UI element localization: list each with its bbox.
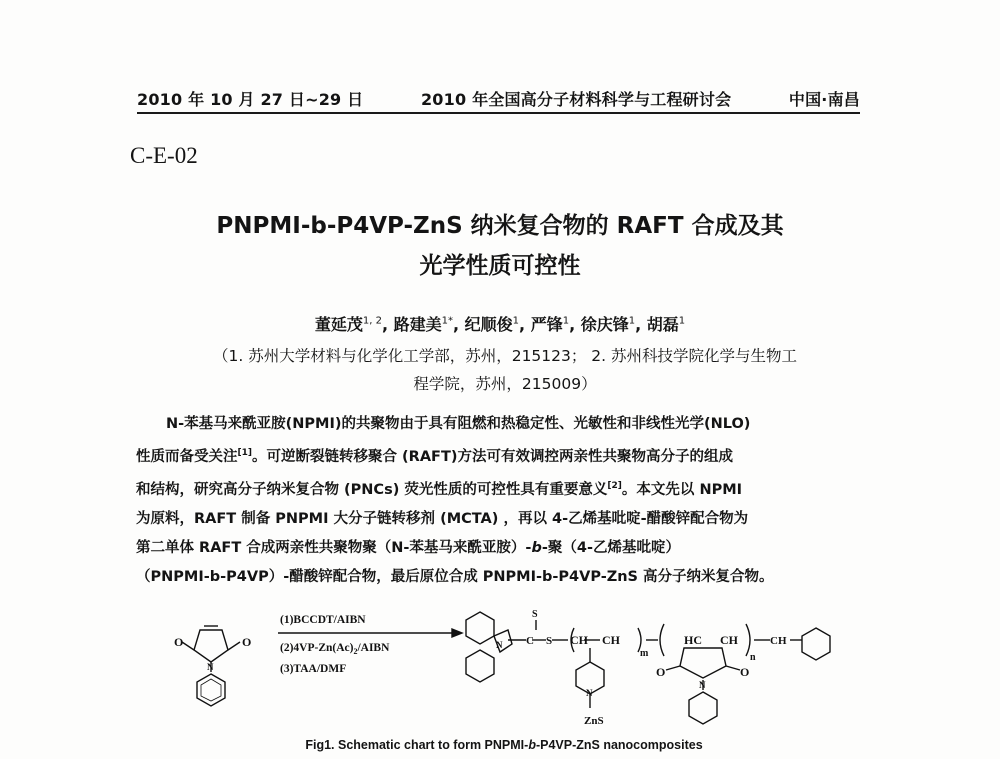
author: 路建美$^{1*}$, bbox=[393, 315, 465, 334]
label-ch: CH bbox=[720, 633, 738, 647]
author: 纪顺俊$^1$, bbox=[464, 315, 531, 334]
reaction-scheme bbox=[160, 600, 860, 730]
header-date: 2010 年 10 月 27 日~29 日 bbox=[137, 90, 364, 109]
label-zns: ZnS bbox=[584, 715, 604, 727]
benzyl-phenyl-ring bbox=[802, 628, 830, 660]
label-o: O bbox=[242, 635, 252, 649]
title-line-1: PNPMI-b-P4VP-ZnS 纳米复合物的 RAFT 合成及其 bbox=[216, 213, 784, 239]
phenyl-ring-2 bbox=[689, 692, 717, 724]
label-n: N bbox=[496, 640, 503, 650]
citation-1: [1] bbox=[237, 448, 252, 458]
figure-caption: Fig1. Schematic chart to form PNPMI-b-P4VP-ZnS nanocomposites bbox=[305, 738, 703, 752]
succinimide-ring bbox=[680, 648, 726, 678]
label-o: O bbox=[740, 665, 750, 679]
abstract-line: 和结构，研究高分子纳米复合物 (PNCs) 荧光性质的可控性具有重要意义[2]。本文先以 NPMI bbox=[136, 480, 743, 498]
label-o: O bbox=[656, 665, 666, 679]
abstract-line: 性质而备受关注[1]。可逆断裂链转移聚合 (RAFT)方法可有效调控两亲性共聚物高分子的组成 bbox=[136, 448, 733, 465]
citation-2: [2] bbox=[607, 480, 622, 491]
label-n: N bbox=[699, 680, 706, 690]
scheme-step-2: $(2)4VP-Zn(Ac)_2$/AIBN bbox=[280, 642, 390, 656]
label-n: N bbox=[586, 688, 593, 698]
header-rule bbox=[137, 112, 860, 114]
scheme-step-3: (3)TAA/DMF bbox=[280, 663, 347, 675]
label-s: S bbox=[532, 609, 538, 620]
abstract-line: N-苯基马来酰亚胺(NPMI)的共聚物由于具有阻燃和热稳定性、光敏性和非线性光学(NLO) bbox=[166, 416, 751, 432]
abstract-line: 为原料，RAFT 制备 PNPMI 大分子链转移剂 (MCTA) ，再以 4-乙烯基吡啶-醋酸锌配合物为 bbox=[136, 510, 749, 527]
carbazole-ring-bottom bbox=[466, 650, 494, 682]
label-c: C bbox=[526, 635, 534, 647]
conference-header bbox=[137, 88, 860, 110]
label-s: S bbox=[546, 635, 553, 647]
carbazole-ring-top bbox=[466, 612, 494, 644]
affiliations bbox=[140, 342, 870, 398]
title-line-2: 光学性质可控性 bbox=[419, 253, 581, 279]
label-ch2-end: CH bbox=[770, 635, 787, 647]
label-n: N bbox=[207, 662, 214, 672]
maleimide-ring bbox=[194, 630, 228, 662]
label-ch: CH bbox=[570, 633, 588, 647]
abstract-line: 第二单体 RAFT 合成两亲性共聚物聚（N-苯基马来酰亚胺）-b-聚（4-乙烯基吡啶） bbox=[136, 539, 680, 556]
label-hc: HC bbox=[684, 633, 702, 647]
label-ch2: CH bbox=[602, 633, 620, 647]
header-location: 中国·南昌 bbox=[788, 90, 860, 109]
label-o: O bbox=[174, 635, 184, 649]
author: 董延茂$^{1, 2}$, bbox=[314, 315, 394, 334]
author: 徐庆锋$^1$, bbox=[580, 315, 647, 334]
paper-code: C-E-02 bbox=[130, 143, 198, 168]
paper-title bbox=[130, 206, 870, 286]
author: 胡磊$^1$ bbox=[646, 315, 686, 334]
label-n-sub: n bbox=[750, 652, 756, 663]
label-m: m bbox=[640, 648, 649, 659]
affiliation-line-2: 程学院，苏州，215009） bbox=[413, 375, 597, 393]
header-conference: 2010 年全国高分子材料科学与工程研讨会 bbox=[420, 90, 732, 109]
abstract-line: （PNPMI-b-P4VP）-醋酸锌配合物，最后原位合成 PNPMI-b-P4VP-ZnS 高分子纳米复合物。 bbox=[136, 568, 774, 585]
scheme-step-1: (1)BCCDT/AIBN bbox=[280, 614, 366, 626]
affiliation-line-1: （1. 苏州大学材料与化学化工学部，苏州，215123； 2. 苏州科技学院化学与生物工 bbox=[212, 347, 798, 365]
abstract bbox=[136, 410, 862, 592]
author-list bbox=[130, 312, 870, 335]
author: 严锋$^1$, bbox=[530, 315, 581, 334]
